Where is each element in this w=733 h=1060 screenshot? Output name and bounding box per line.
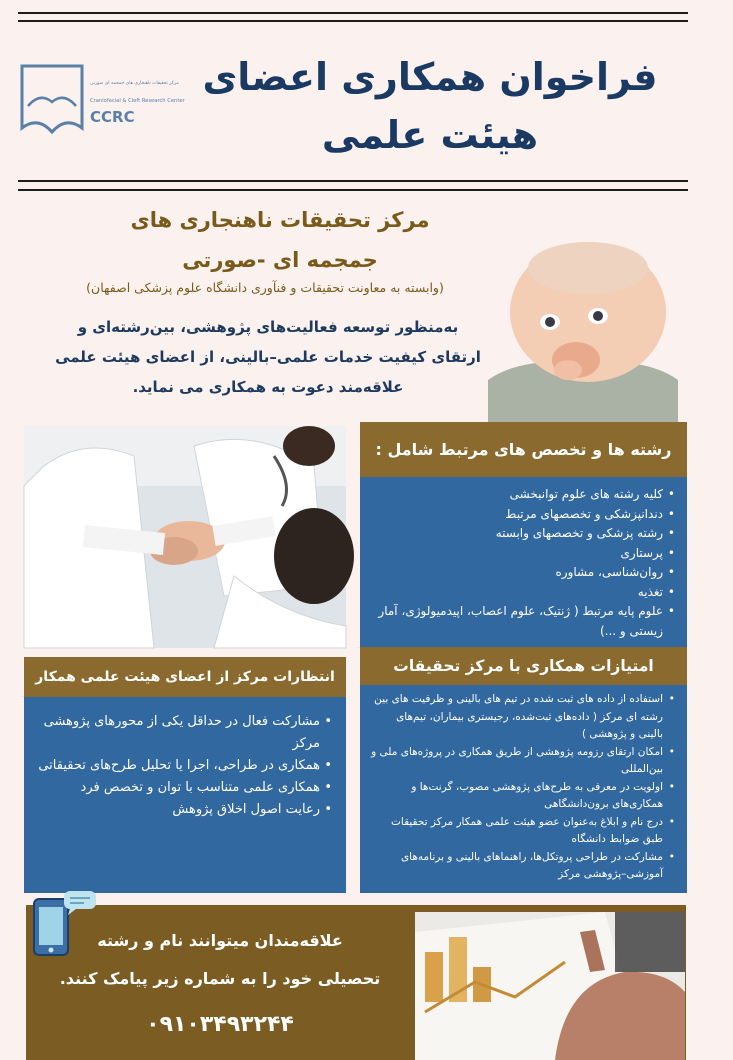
- intro-line-2: ارتقای کیفیت خدمات علمی–بالینی، از اعضای هیئت علمی: [55, 348, 481, 366]
- list-item: • درج نام و ابلاغ به‌عنوان عضو هیئت علمی همکار مرکز تحقیقات طبق ضوابط دانشگاه: [370, 814, 675, 849]
- intro-text: [18, 312, 518, 402]
- list-item: • مشارکت فعال در حداقل یکی از محورهای پژوهشی مرکز: [34, 711, 332, 755]
- affiliation-note: (وابسته به معاونت تحقیقات و فنآوری دانشگاه علوم پزشکی اصفهان): [86, 280, 444, 295]
- contact-line-1: علاقه‌مندان میتوانند نام و رشته: [97, 931, 343, 950]
- list-item: • استفاده از داده های ثبت شده در تیم های بالینی و ظرفیت های بین رشته ای مرکز ( داده‌های ثبت‌شده، رجیستری بیماران، تیم‌های بالینی و پژوهشی ): [370, 691, 675, 744]
- baby-photo: [488, 240, 678, 422]
- svg-text:مرکز تحقیقات ناهنجاری های جمجم: مرکز تحقیقات ناهنجاری های جمجمه ای صورتی: [90, 81, 179, 86]
- list-item: • رعایت اصول اخلاق پژوهش: [34, 799, 332, 821]
- privileges-heading: امتیازات همکاری با مرکز تحقیقات: [360, 647, 687, 685]
- fields-heading: رشته ها و تخصص های مرتبط شامل :: [360, 422, 687, 477]
- page-title: [150, 48, 710, 164]
- center-name-line-1: مرکز تحقیقات ناهنجاری های: [130, 208, 430, 232]
- privileges-list: [360, 685, 687, 893]
- list-item: • مشارکت در طراحی پروتکل‌ها، راهنماهای بالینی و برنامه‌های آموزشی–پژوهشی مرکز: [370, 849, 675, 884]
- expectations-heading: انتظارات مرکز از اعضای هیئت علمی همکار: [24, 657, 346, 697]
- list-item: • اولویت در معرفی به طرح‌های پژوهشی مصوب، گرنت‌ها و همکاری‌های برون‌دانشگاهی: [370, 779, 675, 814]
- list-item: • علوم پایه مرتبط ( ژنتیک، علوم اعصاب، اپیدمیولوژی، آمار زیستی و ...): [370, 602, 675, 641]
- list-item: • دندانپزشکی و تخصصهای مرتبط: [370, 505, 675, 525]
- logo-acronym: CCRC: [90, 108, 135, 126]
- title-line-2: هیئت علمی: [321, 113, 539, 157]
- title-line-1: فراخوان همکاری اعضای: [202, 55, 658, 99]
- center-name-line-2: جمجمه ای -صورتی: [182, 248, 378, 272]
- contact-line-2: تحصیلی خود را به شماره زیر پیامک کنند.: [59, 969, 381, 988]
- team-hands-photo: [24, 426, 346, 648]
- mid-rule-2: [18, 189, 688, 191]
- mid-rule-1: [18, 180, 688, 182]
- contact-text: [40, 922, 400, 998]
- list-item: • تغذیه: [370, 583, 675, 603]
- ccrc-logo: [20, 62, 185, 144]
- fields-list: [360, 477, 687, 647]
- list-item: • رشته پزشکی و تخصصهای وابسته: [370, 524, 675, 544]
- list-item: • روان‌شناسی، مشاوره: [370, 563, 675, 583]
- intro-line-3: علاقه‌مند دعوت به همکاری می نماید.: [132, 378, 404, 396]
- intro-line-1: به‌منظور توسعه فعالیت‌های پژوهشی، بین‌رشته‌ای و: [77, 318, 459, 336]
- phone-number: ۰۹۱۰۳۴۹۳۲۴۴: [146, 1012, 294, 1037]
- list-item: • امکان ارتقای رزومه پژوهشی از طریق همکاری در پروژه‌های ملی و بین‌المللی: [370, 744, 675, 779]
- list-item: • کلیه رشته های علوم توانبخشی: [370, 485, 675, 505]
- list-item: • پرستاری: [370, 544, 675, 564]
- top-rule-1: [18, 12, 688, 14]
- list-item: • همکاری علمی متناسب با توان و تخصص فرد: [34, 777, 332, 799]
- hand-tablet-photo: [415, 912, 685, 1060]
- logo-subtitle: Craniofacial & Cleft Research Center: [90, 98, 185, 104]
- center-name: [130, 200, 430, 280]
- logo-emblem-icon: [22, 66, 82, 132]
- list-item: • همکاری در طراحی، اجرا یا تحلیل طرح‌های تحقیقاتی: [34, 755, 332, 777]
- top-rule-2: [18, 20, 688, 22]
- expectations-list: [24, 697, 346, 893]
